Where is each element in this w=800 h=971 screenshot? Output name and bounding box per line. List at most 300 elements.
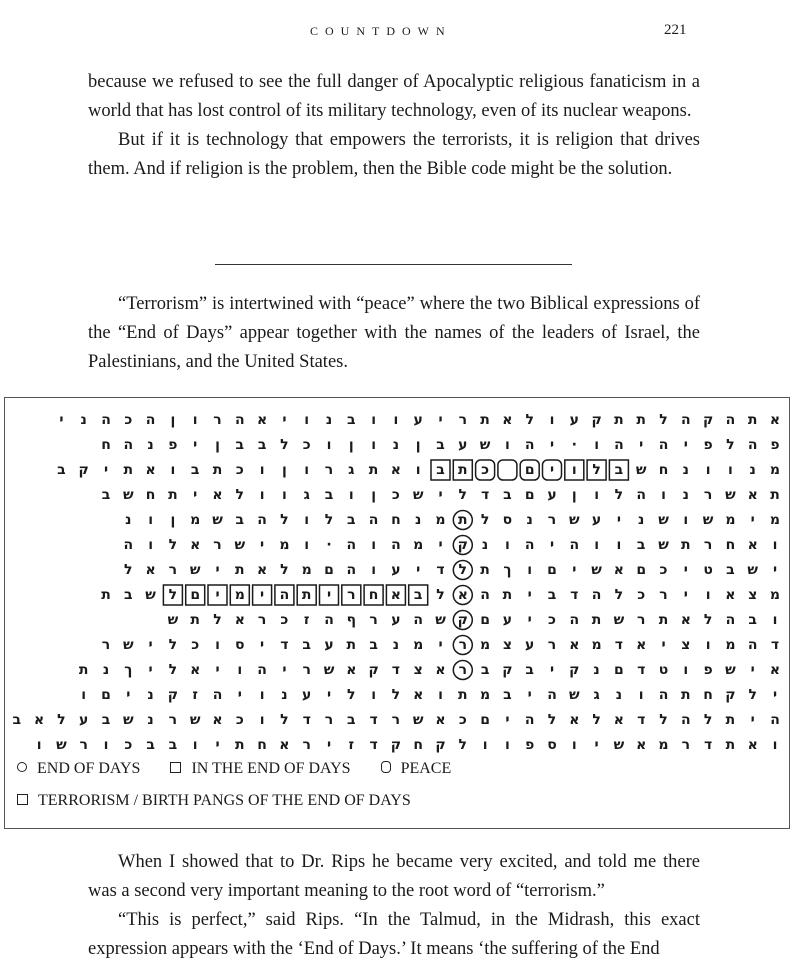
grid-letter: ש [145,587,156,603]
grid-letter: ו [504,737,510,753]
grid-letter: א [636,737,647,753]
page-number: 221 [664,22,687,38]
grid-letter: כ [391,487,400,503]
grid-letter: א [502,412,513,428]
grid-letter: ו [661,487,666,503]
grid-letter: ו [371,537,377,553]
grid-letter: ע [391,562,401,578]
grid-letter: ז [192,687,199,703]
grid-letter: ב [235,437,245,453]
grid-letter: מ [480,687,491,703]
grid-letter: פ [770,437,780,453]
grid-letter: ו [81,687,87,703]
grid-letter: א [613,562,625,578]
grid-letter: י [193,437,198,453]
grid-letter: ו [527,562,533,578]
grid-letter: ל [703,712,713,728]
grid-letter: ש [189,712,201,728]
grid-letter: כ [458,712,467,728]
grid-letter: ב [168,737,178,753]
grid-letter: א [569,712,580,728]
grid-letter: ש [122,637,134,653]
grid-letter: א [346,662,357,678]
grid-letter: י [438,412,443,428]
grid-letter: י [683,587,688,603]
grid-letter: מ [725,637,736,653]
grid-letter: ף [346,612,357,628]
grid-letter: ר [213,537,222,553]
grid-letter: מ [413,637,424,653]
grid-letter: ה [658,687,669,703]
grid-letter: נ [682,487,689,503]
grid-letter: ל [324,512,334,528]
grid-letter: ק [167,687,179,703]
grid-letter: ן [348,437,354,453]
grid-letter: א [390,462,402,478]
grid-letter: ר [458,662,468,678]
grid-letter: ד [391,662,401,678]
grid-letter: ה [524,437,535,453]
grid-letter: ד [369,712,378,728]
running-title: COUNTDOWN [310,24,452,38]
grid-letter: ת [458,687,468,703]
grid-letter: ך [124,662,133,678]
grid-letter: ו [594,487,600,503]
grid-letter: ל [436,587,445,603]
grid-letter: ע [391,612,401,628]
grid-letter: ס [547,737,557,753]
grid-letter: ר [703,487,713,503]
grid-letter: ב [190,462,200,478]
grid-letter: א [769,662,781,678]
grid-letter: נ [392,637,400,653]
grid-letter: א [725,587,736,603]
grid-letter: ש [212,512,223,528]
grid-letter: ה [747,437,758,453]
grid-letter: ר [659,587,668,603]
grid-letter: י [326,687,332,703]
grid-letter: ה [747,637,758,653]
grid-letter: א [457,587,468,603]
grid-letter: ק [591,412,602,428]
grid-letter: ס [235,637,245,653]
grid-letter: י [527,612,532,628]
grid-letter: י [59,412,64,428]
grid-letter: ש [234,537,246,553]
grid-letter: א [747,487,758,503]
grid-letter: י [438,537,443,553]
grid-letter: פ [525,737,535,753]
legend-end-of-days: END OF DAYS [17,760,140,778]
grid-letter: י [260,637,265,653]
grid-letter: ב [436,462,445,478]
grid-letter: ש [122,487,134,503]
paragraph-2: But if it is technology that empowers the terrorists, it is religion that drives them. And if religion is the problem, then the Bible code might be the solution. [88,130,700,179]
grid-letter: י [683,437,688,453]
grid-letter: נ [593,662,600,678]
grid-letter: ר [458,637,468,653]
grid-letter: ב [525,662,534,678]
grid-letter: ו [326,437,332,453]
grid-letter: א [747,737,758,753]
grid-letter: ב [547,587,557,603]
grid-letter: ו [281,487,287,503]
grid-letter: א [256,562,268,578]
paragraph-1: because we refused to see the full danger of Apocalyptic religious fanaticism in a world that has lost control of its military technology, even of its nuclear weapons. [88,72,700,121]
grid-letter: ש [189,562,201,578]
grid-letter: כ [548,612,556,628]
grid-letter: ו [571,462,577,478]
grid-letter: ה [257,512,267,528]
grid-letter: ו [148,512,154,528]
grid-letter: ו [393,412,399,428]
grid-letter: ם [480,712,490,728]
grid-letter: ו [259,487,265,503]
grid-letter: א [145,562,156,578]
grid-letter: י [282,662,287,678]
grid-letter: ב [748,612,757,628]
grid-letter: ו [237,662,243,678]
grid-letter: ת [78,662,89,678]
grid-letter: ת [480,562,490,578]
grid-letter: מ [769,462,781,478]
grid-letter: י [750,662,755,678]
grid-letter: מ [301,562,312,578]
grid-letter: ת [168,487,178,503]
grid-letter: ה [725,612,736,628]
grid-letter: ק [78,462,89,478]
grid-letter: ח [703,687,713,703]
grid-letter: ח [391,512,401,528]
grid-letter: ד [770,637,780,653]
grid-letter: ל [213,612,222,628]
grid-letter: ה [770,712,780,728]
grid-letter: ם [524,462,535,478]
grid-letter: ש [747,562,759,578]
grid-letter: ה [636,487,647,503]
grid-letter: ה [145,412,156,428]
grid-letter: ק [368,662,379,678]
grid-letter: א [234,612,245,628]
grid-letter: ת [480,412,490,428]
grid-letter: ת [502,587,513,603]
grid-letter: ק [502,662,513,678]
bible-code-matrix [4,397,790,829]
grid-letter: ר [168,712,178,728]
legend-row-1 [17,760,477,778]
grid-letter: ב [12,712,22,728]
grid-letter: ע [502,612,513,628]
paragraph-3: “Terrorism” is intertwined with “peace” where the two Biblical expressions of the “End of Days” appear together with the names of the leaders of Israel, the Palestinians, and the United States. [88,294,700,372]
grid-letter: ת [681,687,691,703]
grid-letter: ת [770,487,780,503]
grid-letter: א [613,712,625,728]
grid-letter: ו [371,562,377,578]
grid-letter: ה [234,412,245,428]
grid-letter: ן [415,437,421,453]
grid-letter: ו [192,412,198,428]
grid-letter: ת [458,512,468,528]
grid-letter: ו [371,687,377,703]
grid-letter: נ [638,512,645,528]
grid-letter: ט [658,662,669,678]
grid-letter: ק [702,412,714,428]
grid-letter: ר [257,612,267,628]
grid-letter: ש [412,712,424,728]
grid-letter: ו [170,462,176,478]
grid-letter: ק [569,662,580,678]
grid-letter: ש [658,512,669,528]
grid-letter: י [683,562,688,578]
grid-letter: י [527,587,532,603]
grid-letter: מ [725,512,736,528]
grid-letter: ד [369,737,378,753]
grid-letter: י [750,712,755,728]
grid-letter: ש [122,712,134,728]
grid-letter: ם [480,612,490,628]
grid-letter: כ [235,462,244,478]
grid-letter: ב [614,462,624,478]
running-head [0,24,800,46]
grid-letter: ו [638,687,644,703]
grid-letter: ת [458,462,468,478]
grid-letter: ד [637,712,646,728]
grid-letter: י [661,637,666,653]
grid-letter: ש [568,687,580,703]
grid-letter: ו [304,512,310,528]
grid-letter: ה [346,537,357,553]
grid-letter: ל [480,512,490,528]
grid-letter: ת [747,412,758,428]
grid-letter: ך [503,562,512,578]
grid-letter: ע [547,487,557,503]
grid-letter: ת [346,637,357,653]
grid-letter: ו [616,537,622,553]
grid-letter: ק [435,737,446,753]
grid-letter: ה [569,537,580,553]
grid-letter: א [636,637,647,653]
grid-letter: נ [749,462,756,478]
grid-letter: ן [571,487,577,503]
grid-letter: ו [103,737,109,753]
grid-letter: נ [102,662,110,678]
grid-letter: י [750,512,755,528]
grid-letter: מ [658,737,669,753]
grid-letter: ו [438,687,443,703]
grid-letter: י [527,687,532,703]
grid-letter: ת [725,737,736,753]
grid-letter: ו [705,637,711,653]
letter-grid [5,398,789,753]
grid-letter: ר [213,412,222,428]
grid-letter: ה [413,612,424,628]
grid-letter: י [438,637,443,653]
grid-letter: ש [635,462,647,478]
grid-letter: י [326,737,332,753]
grid-letter: נ [147,437,154,453]
grid-letter: מ [279,537,290,553]
grid-letter: ו [683,662,689,678]
grid-letter: ם [190,587,201,603]
grid-letter: א [279,737,290,753]
grid-letter: נ [281,687,288,703]
grid-letter: י [282,412,287,428]
grid-letter: ו [371,412,377,428]
grid-letter: ב [503,487,512,503]
grid-letter: ו [348,487,354,503]
grid-letter: י [103,462,109,478]
grid-letter: ל [280,512,289,528]
grid-letter: מ [769,587,781,603]
grid-letter: נ [147,687,154,703]
grid-letter: ד [436,562,445,578]
grid-letter: ה [524,537,535,553]
grid-letter: מ [190,512,201,528]
grid-letter: ר [347,587,356,603]
grid-letter: מ [413,537,424,553]
grid-letter: ו [192,737,198,753]
grid-letter: ו [148,537,154,553]
grid-letter: י [549,462,555,478]
grid-letter: ל [525,412,534,428]
grid-letter: א [33,712,45,728]
grid-letter: ת [636,412,646,428]
grid-letter: י [260,537,265,553]
grid-letter: ל [726,437,735,453]
grid-letter: ל [168,537,178,553]
grid-letter: ה [123,437,134,453]
grid-letter: ו [705,462,711,478]
grid-letter: א [680,612,691,628]
grid-letter: א [190,537,201,553]
grid-letter: י [215,662,220,678]
grid-letter: ש [323,662,335,678]
grid-letter: ת [614,412,624,428]
grid-letter: ו [259,462,265,478]
grid-letter: כ [235,712,244,728]
grid-letter: י [416,562,421,578]
grid-letter: ע [569,412,579,428]
grid-letter: ר [324,462,334,478]
grid-letter: ב [413,587,423,603]
grid-letter: ם [524,487,535,503]
grid-letter: ל [592,462,601,478]
grid-letter: נ [125,512,132,528]
grid-letter: ח [368,587,379,603]
grid-letter: ל [592,712,601,728]
grid-letter: י [193,487,198,503]
grid-letter: ת [658,612,669,628]
grid-letter: ח [725,537,736,553]
grid-letter: י [549,437,555,453]
grid-letter: ב [436,437,445,453]
grid-letter: ל [659,412,668,428]
grid-letter: ש [479,437,491,453]
grid-letter: י [572,562,577,578]
grid-letter: ל [347,687,356,703]
grid-letter: פ [168,437,178,453]
grid-letter: ל [748,687,757,703]
grid-letter: ב [347,712,356,728]
grid-letter: ב [480,662,490,678]
grid-letter: מ [435,512,446,528]
grid-letter: מ [769,512,781,528]
grid-letter: ו [549,412,555,428]
grid-letter: י [639,437,644,453]
grid-letter: ש [702,512,714,528]
grid-letter: ה [614,437,624,453]
grid-letter: ע [302,687,312,703]
grid-letter: ן [281,462,287,478]
grid-letter: י [215,562,220,578]
grid-letter: ו [371,437,377,453]
grid-letter: י [772,687,778,703]
grid-letter: ת [368,462,379,478]
grid-letter: ג [593,687,600,703]
grid-letter: י [505,712,510,728]
grid-letter: ה [480,587,490,603]
grid-letter: נ [325,412,333,428]
grid-letter: ב [257,437,267,453]
grid-letter: ל [280,562,289,578]
grid-letter: נ [615,687,623,703]
grid-letter: ר [369,612,378,628]
grid-letter: ם [101,687,111,703]
grid-letter: ר [547,512,557,528]
grid-letter: · [571,437,577,453]
grid-letter: ה [569,612,580,628]
grid-letter: ל [280,712,289,728]
grid-letter: י [549,537,555,553]
grid-letter: ו [504,437,510,453]
grid-letter: י [237,687,242,703]
grid-letter: ה [324,612,334,628]
legend-terrorism: TERRORISM / BIRTH PANGS OF THE END OF DAYS [17,792,411,810]
grid-letter: צ [681,637,691,653]
grid-letter: ש [613,737,625,753]
grid-letter: נ [415,512,422,528]
grid-letter: ק [390,737,402,753]
grid-letter: ב [347,412,356,428]
grid-letter: י [215,737,220,753]
grid-letter: ע [324,637,334,653]
grid-letter: צ [748,587,758,603]
grid-letter: ר [703,537,713,553]
grid-letter: ח [257,737,267,753]
grid-letter: ע [79,712,89,728]
grid-letter: ה [680,412,691,428]
section-divider [215,264,572,265]
grid-letter: כ [637,587,646,603]
square-icon [170,762,181,773]
grid-letter: ו [36,737,42,753]
grid-letter: ב [101,712,111,728]
grid-letter: ד [302,712,311,728]
grid-letter: י [126,687,131,703]
grid-letter: י [215,587,220,603]
grid-letter: ת [681,537,691,553]
grid-letter: ל [458,737,468,753]
body-text-middle [88,290,700,377]
grid-letter: ש [167,612,179,628]
grid-letter: · [326,537,332,553]
grid-letter: ז [303,612,310,628]
grid-letter: ב [235,512,245,528]
grid-letter: א [145,462,156,478]
grid-letter: ו [571,737,577,753]
grid-letter: א [212,487,223,503]
grid-letter: ל [547,712,557,728]
